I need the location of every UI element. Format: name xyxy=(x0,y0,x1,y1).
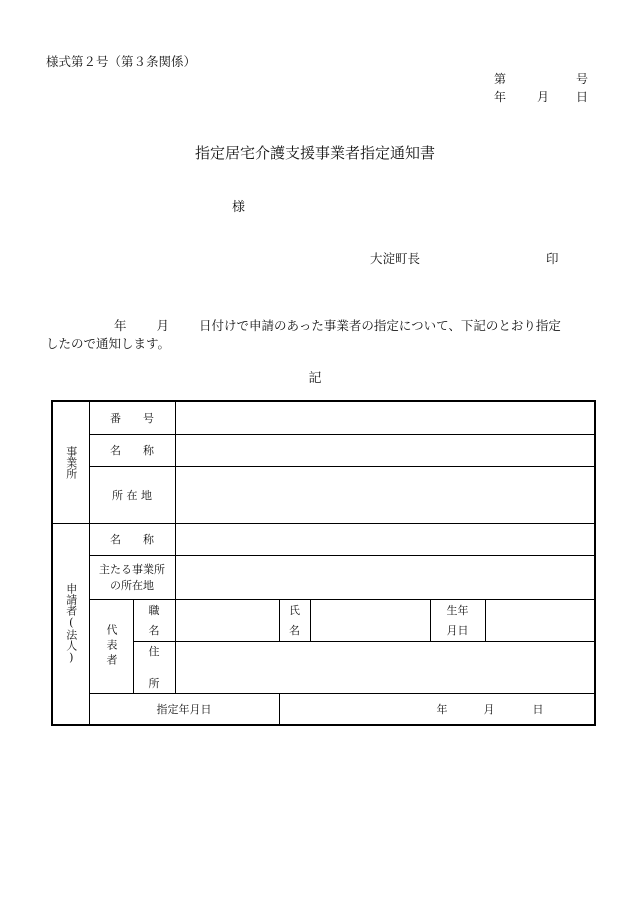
main-office-address-field[interactable] xyxy=(175,555,595,599)
representative-label: 代表者 xyxy=(105,623,119,669)
rep-address-label-line2: 所 xyxy=(148,677,160,690)
rep-name-field[interactable] xyxy=(310,599,430,641)
office-name-field[interactable] xyxy=(175,434,595,466)
rep-name-label-line2: 名 xyxy=(289,624,300,637)
document-title: 指定居宅介護支援事業者指定通知書 xyxy=(194,144,435,162)
form-number: 様式第２号（第３条関係） xyxy=(46,54,197,69)
rep-title-label-line2: 名 xyxy=(148,624,160,637)
office-address-field[interactable] xyxy=(175,466,595,523)
designation-day: 日 xyxy=(532,702,544,716)
office-name-label: 名 称 xyxy=(89,434,175,466)
body-text-rest: 日付けで申請のあった事業者の指定について、下記のとおり指定 xyxy=(199,318,561,333)
office-number-field[interactable] xyxy=(175,401,595,434)
rep-title-field[interactable] xyxy=(175,599,279,641)
office-number-label: 番 号 xyxy=(89,401,175,434)
body-month: 月 xyxy=(156,318,170,333)
rep-birthdate-label xyxy=(430,599,485,641)
office-group-label: 事業所 xyxy=(64,445,78,479)
body-text-line2: したので通知します。 xyxy=(46,336,171,351)
rep-name-label xyxy=(279,599,310,641)
rep-title-label xyxy=(133,599,175,641)
office-group-cell xyxy=(52,401,89,523)
document-number-label: 第 xyxy=(494,72,507,86)
body-text-line1 xyxy=(114,316,561,334)
applicant-name-field[interactable] xyxy=(175,523,595,555)
addressee-suffix: 様 xyxy=(232,200,246,215)
ki-heading: 記 xyxy=(308,371,322,386)
seal-mark: 印 xyxy=(546,251,559,266)
rep-birthdate-field[interactable] xyxy=(485,599,595,641)
document-number-suffix: 号 xyxy=(576,72,589,86)
rep-title-label-line1: 職 xyxy=(148,604,160,617)
designation-table xyxy=(51,400,596,726)
rep-birthdate-label-line1: 生年 xyxy=(446,604,469,617)
issue-date-day: 日 xyxy=(576,90,589,104)
applicant-group-label: 申請者(法人) xyxy=(64,583,78,665)
main-office-address-label-line1: 主たる事業所 xyxy=(99,563,165,576)
rep-address-label-line1: 住 xyxy=(148,645,160,658)
rep-address-field[interactable] xyxy=(175,641,595,693)
representative-cell xyxy=(89,599,133,693)
designation-date-field[interactable] xyxy=(279,693,595,725)
body-year: 年 xyxy=(114,318,127,333)
office-address-label: 所 在 地 xyxy=(89,466,175,523)
rep-name-label-line1: 氏 xyxy=(289,604,300,617)
main-office-address-label xyxy=(89,555,175,599)
applicant-group-cell xyxy=(52,523,89,725)
applicant-name-label: 名 称 xyxy=(89,523,175,555)
rep-address-label xyxy=(133,641,175,693)
rep-birthdate-label-line2: 月日 xyxy=(446,624,469,637)
main-office-address-label-line2: の所在地 xyxy=(110,579,154,592)
issue-date-month: 月 xyxy=(537,90,550,104)
issuer-name: 大淀町長 xyxy=(370,251,421,266)
designation-date-label: 指定年月日 xyxy=(89,693,279,725)
issue-date-year: 年 xyxy=(494,90,507,104)
designation-year: 年 xyxy=(436,702,448,716)
designation-month: 月 xyxy=(483,702,495,716)
